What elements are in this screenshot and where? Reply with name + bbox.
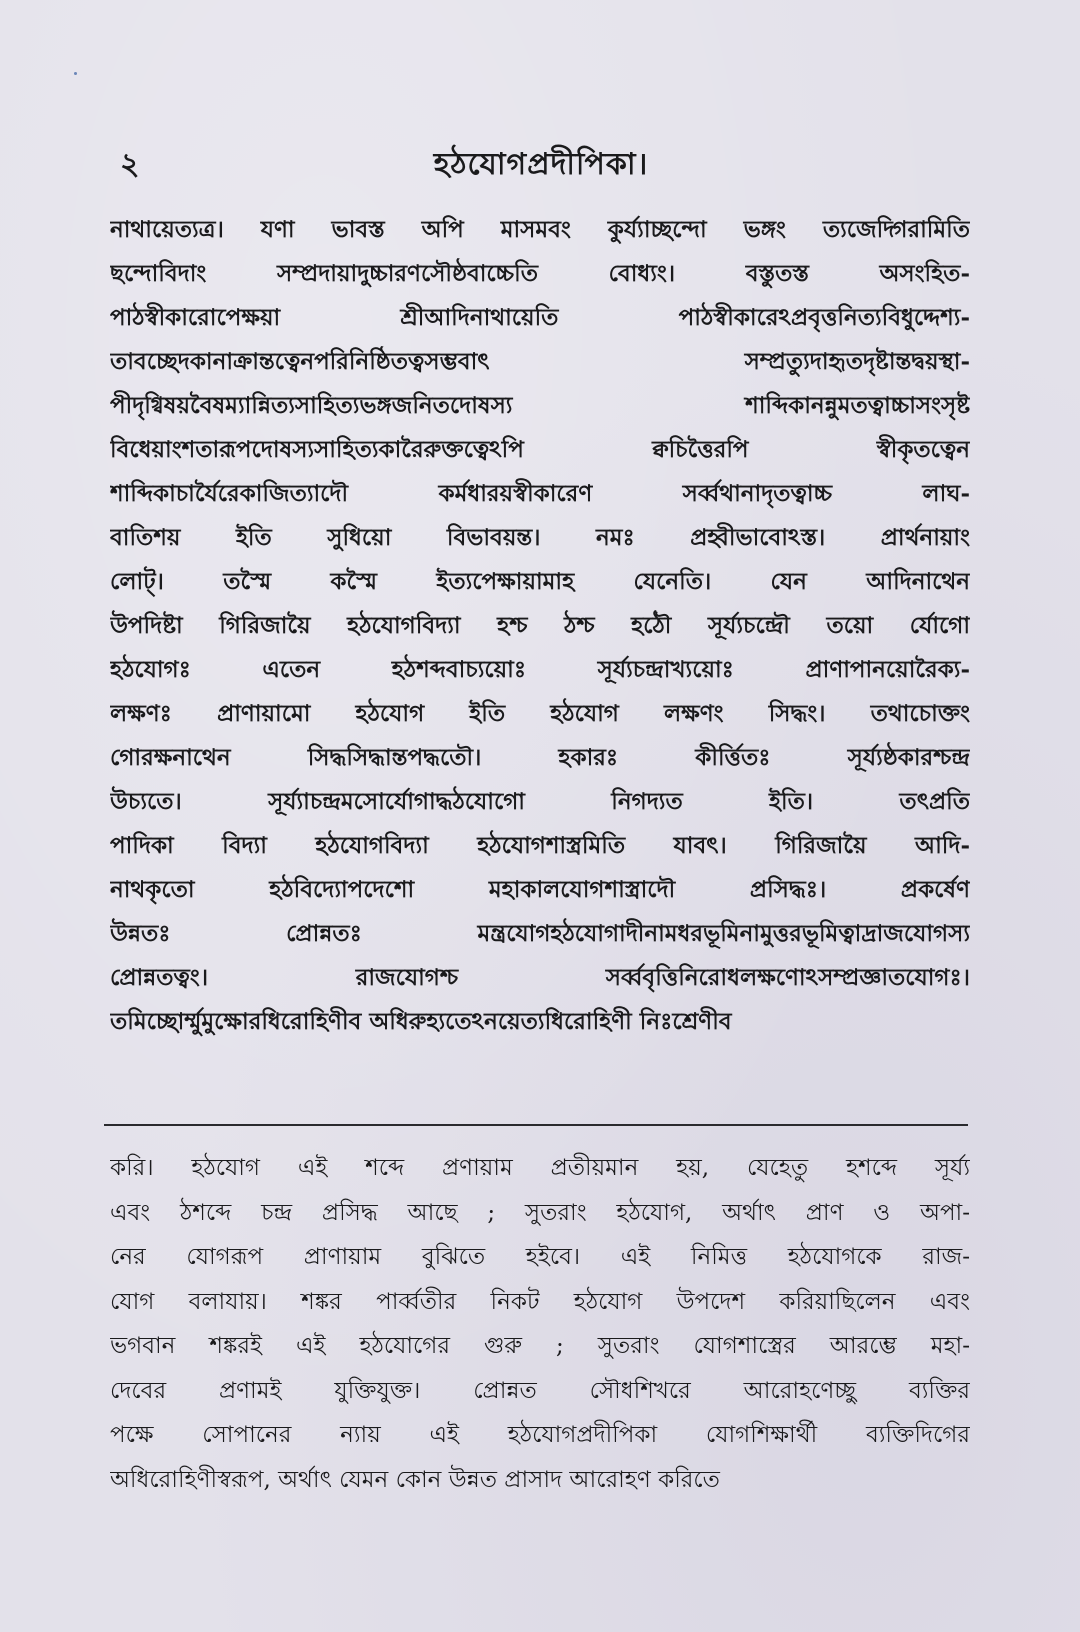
sanskrit-text-line: পাদিকা বিদ্যা হঠযোগবিদ্যা হঠযোগশাস্ত্রমিতি যাবৎ। গিরিজায়ৈ আদি- bbox=[110, 832, 970, 859]
sanskrit-text-line: তাবচ্ছেদকানাক্রান্তত্বেনপরিনিষ্ঠিতত্বসম্ভবাৎ সম্প্রত্যুদাহৃতদৃষ্টান্তদ্বয়স্থা- bbox=[110, 348, 970, 375]
commentary-text-line: ভগবান শঙ্করই এই হঠযোগের গুরু ; সুতরাং যোগশাস্ত্রের আরম্ভে মহা- bbox=[110, 1333, 970, 1359]
footnote-divider bbox=[104, 1124, 968, 1126]
sanskrit-text-line: শাব্দিকাচার্যৈরেকাজিত্যাদৌ কর্মধারয়স্বীকারেণ সর্ব্বথানাদৃতত্বাচ্চ লাঘ- bbox=[110, 480, 970, 507]
sanskrit-text-line: বিধেয়াংশতারূপদোষস্যসাহিত্যকারৈরুক্তত্বেঽপি ক্বচিত্তৈরপি স্বীকৃতত্বেন bbox=[110, 436, 970, 463]
bengali-commentary-block bbox=[110, 1146, 970, 1502]
commentary-text-line: অধিরোহিণীস্বরূপ, অর্থাৎ যেমন কোন উন্নত প্রাসাদ আরোহণ করিতে bbox=[110, 1466, 720, 1493]
sanskrit-text-line: পীদৃগ্বিষয়বৈষম্যান্নিত্যসাহিত্যভঙ্গজনিতদোষস্য শাব্দিকানন্নুমতত্বাচ্চাসংসৃষ্ট bbox=[110, 392, 970, 419]
sanskrit-text-line: প্রোন্নতত্বং। রাজযোগশ্চ সর্ব্ববৃত্তিনিরোধলক্ষণোঽসম্প্রজ্ঞাতযোগঃ। bbox=[110, 964, 970, 991]
sanskrit-text-line: ছন্দোবিদাং সম্প্রদায়াদুচ্চারণসৌষ্ঠবাচ্চেতি বোধ্যং। বস্তুতস্ত অসংহিত- bbox=[110, 260, 970, 287]
sanskrit-text-line: উন্নতঃ প্রোন্নতঃ মন্ত্রযোগহঠযোগাদীনামধরভূমিনামুত্তরভূমিত্বাদ্রাজযোগস্য bbox=[110, 920, 970, 947]
sanskrit-text-line: লক্ষণঃ প্রাণায়ামো হঠযোগ ইতি হঠযোগ লক্ষণং সিদ্ধং। তথাচোক্তং bbox=[110, 700, 970, 727]
sanskrit-text-line: লোট্। তস্মৈ কস্মৈ ইত্যপেক্ষায়ামাহ যেনেতি। যেন আদিনাথেন bbox=[110, 568, 970, 595]
commentary-text-line: পক্ষে সোপানের ন্যায় এই হঠযোগপ্রদীপিকা যোগশিক্ষার্থী ব্যক্তিদিগের bbox=[110, 1422, 970, 1448]
page-header bbox=[112, 136, 970, 186]
sanskrit-text-line: নাথকৃতো হঠবিদ্যোপদেশো মহাকালযোগশাস্ত্রাদৌ প্রসিদ্ধঃ। প্রকর্ষেণ bbox=[110, 876, 970, 903]
sanskrit-text-block bbox=[110, 208, 970, 1044]
commentary-text-line: করি। হঠযোগ এই শব্দে প্রণায়াম প্রতীয়মান হয়, যেহেতু হশব্দে সূর্য্য bbox=[110, 1155, 970, 1181]
sanskrit-text-line: হঠযোগঃ এতেন হঠশব্দবাচ্যয়োঃ সূর্য্যচন্দ্রাখ্যয়োঃ প্রাণাপানয়োরৈক্য- bbox=[110, 656, 970, 683]
sanskrit-text-line: পাঠস্বীকারোপেক্ষয়া শ্রীআদিনাথায়েতি পাঠস্বীকারেঽপ্রবৃত্তনিত্যবিধুদ্দেশ্য- bbox=[110, 304, 970, 331]
sanskrit-text-line: গোরক্ষনাথেন সিদ্ধসিদ্ধান্তপদ্ধতৌ। হকারঃ কীর্ত্তিতঃ সূর্য্যষ্ঠকারশ্চন্দ্র bbox=[110, 744, 970, 771]
commentary-text-line: দেবের প্রণামই যুক্তিযুক্ত। প্রোন্নত সৌধশিখরে আরোহণেচ্ছু ব্যক্তির bbox=[110, 1377, 970, 1404]
commentary-text-line: এবং ঠশব্দে চন্দ্র প্রসিদ্ধ আছে ; সুতরাং হঠযোগ, অর্থাৎ প্রাণ ও অপা- bbox=[110, 1199, 970, 1226]
sanskrit-text-line: উচ্যতে। সূর্য্যাচন্দ্রমসোর্যোগাদ্ধঠযোগো নিগদ্যত ইতি। তৎপ্রতি bbox=[110, 788, 970, 815]
sanskrit-text-line: তমিচ্ছোর্ম্মুমুক্ষোরধিরোহিণীব অধিরুহ্যতেঽনয়েত্যধিরোহিণী নিঃশ্রেণীব bbox=[110, 1008, 732, 1035]
running-title: হঠযোগপ্রদীপিকা। bbox=[433, 147, 649, 182]
commentary-text-line: নের যোগরূপ প্রাণায়াম বুঝিতে হইবে। এই নিমিত্ত হঠযোগকে রাজ- bbox=[110, 1244, 970, 1270]
paper-speck bbox=[74, 72, 77, 75]
sanskrit-text-line: নাথায়েত্যত্র। যণা ভাবস্ত অপি মাসমবং কুর্য্যাচ্ছন্দো ভঙ্গং ত্যজেদ্গিরামিতি bbox=[110, 216, 970, 243]
sanskrit-text-line: বাতিশয় ইতি সুধিয়ো বিভাবয়ন্ত। নমঃ প্রহ্বীভাবোঽস্ত। প্রার্থনায়াং bbox=[110, 524, 970, 551]
page-number: ২ bbox=[120, 147, 140, 182]
commentary-text-line: যোগ বলাযায়। শঙ্কর পার্ব্বতীর নিকট হঠযোগ উপদেশ করিয়াছিলেন এবং bbox=[110, 1288, 970, 1315]
sanskrit-text-line: উপদিষ্টা গিরিজায়ৈ হঠযোগবিদ্যা হশ্চ ঠশ্চ হঠৌ সূর্য্যচন্দ্রৌ তয়ো র্যোগো bbox=[110, 612, 970, 639]
